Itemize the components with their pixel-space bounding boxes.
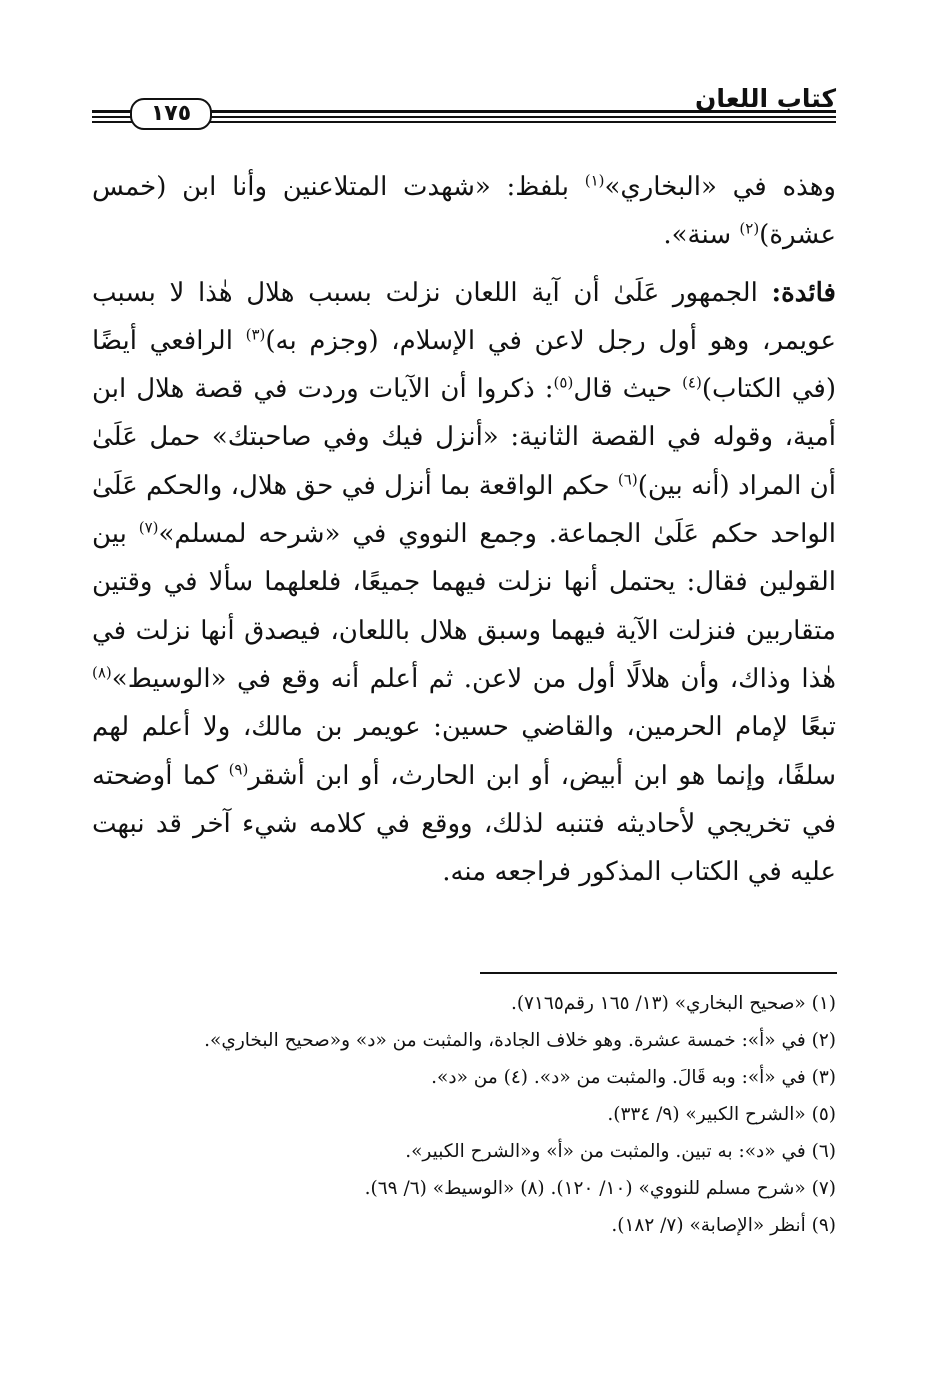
footnote-marker: (٢) (739, 219, 760, 238)
footnote-item: (٢) في «أ»: خمسة عشرة. وهو خلاف الجادة، والمثبت من «د» و«صحيح البخاري». (204, 1030, 836, 1051)
page-header (92, 80, 836, 130)
footnote-marker: (٣) (245, 325, 266, 344)
text-segment: بلفظ: «شهدت المتلاعنين وأنا ابن (خمس عشرة) (92, 172, 836, 251)
text-segment: حيث قال (573, 374, 683, 405)
text-segment: : ذكروا أن الآيات وردت في قصة هلال ابن أمية، وقوله في القصة الثانية: «أنزل فيك وفي صاحبتك» حمل عَلَىٰ أن المراد (أنه بين) (92, 374, 836, 501)
footnote-marker: (٥) (553, 373, 574, 392)
text-segment: سنة». (663, 220, 740, 251)
footnote-marker: (٩) (228, 759, 249, 778)
footnotes-list (92, 985, 836, 1244)
footnote-marker: (٦) (617, 470, 638, 489)
note-label: فائدة: (771, 277, 836, 308)
footnote-marker: (٨) (92, 663, 112, 682)
text-segment: كما أوضحته في تخريجي لأحاديثه فتنبه لذلك، ووقع في كلامه شيء آخر قد نبهت عليه في الكتاب المذكور فراجعه منه. (92, 760, 836, 888)
text-segment: بين القولين فقال: يحتمل أنها نزلت فيهما جميعًا، فلعلهما سألا في وقتين متقاربين فنزلت الآية فيهما وسبق هلال باللعان، فيصدق أنها نزلت في هٰذا وذاك، وأن هلالًا أول من لاعن. ثم أعلم أنه وقع في «الوسيط» (92, 519, 836, 694)
footnote-marker: (٧) (138, 518, 159, 537)
text-segment: الجمهور عَلَىٰ أن آية اللعان نزلت بسبب هلال هٰذا لا بسبب عويمر، وهو أول رجل لاعن في الإسلام، (وجزم به) (92, 277, 836, 356)
footnote-marker: (١) (584, 171, 605, 190)
footnote-item: (٧) «شرح مسلم للنووي» (١٠/ ١٢٠). (٨) «الوسيط» (٦/ ٦٩). (364, 1178, 836, 1199)
page-number: ١٧٥ (130, 98, 212, 130)
footnote-item: (٥) «الشرح الكبير» (٩/ ٣٣٤). (607, 1104, 836, 1125)
body-text (92, 163, 836, 896)
text-segment: تبعًا لإمام الحرمين، والقاضي حسين: عويمر بن مالك، ولا أعلم لهم سلفًا، وإنما هو ابن أبيض، أو ابن الحارث، أو ابن أشقر (92, 712, 836, 791)
text-segment: حكم الواقعة بما أنزل في حق هلال، والحكم عَلَىٰ الواحد حكم عَلَىٰ الجماعة. وجمع النووي في «شرحه لمسلم» (92, 470, 836, 550)
chapter-title: كتاب اللعان (695, 84, 836, 113)
text-segment: الرافعي أيضًا (في الكتاب) (92, 325, 836, 405)
paragraph (92, 269, 836, 897)
text-segment: وهذه في «البخاري» (604, 172, 836, 202)
footnote-item: (٩) أنظر «الإصابة» (٧/ ١٨٢). (611, 1215, 836, 1236)
footnote-item: (٦) في «د»: به تبين. والمثبت من «أ» و«الشرح الكبير». (405, 1141, 836, 1162)
paragraph (92, 163, 836, 260)
footnote-divider (480, 972, 837, 974)
footnote-item: (١) «صحيح البخاري» (١٣/ ١٦٥ رقم٧١٦٥). (510, 993, 836, 1014)
footnote-marker: (٤) (682, 373, 702, 392)
footnote-item: (٣) في «أ»: وبه قَالَ. والمثبت من «د». (٤) من «د». (431, 1067, 836, 1088)
